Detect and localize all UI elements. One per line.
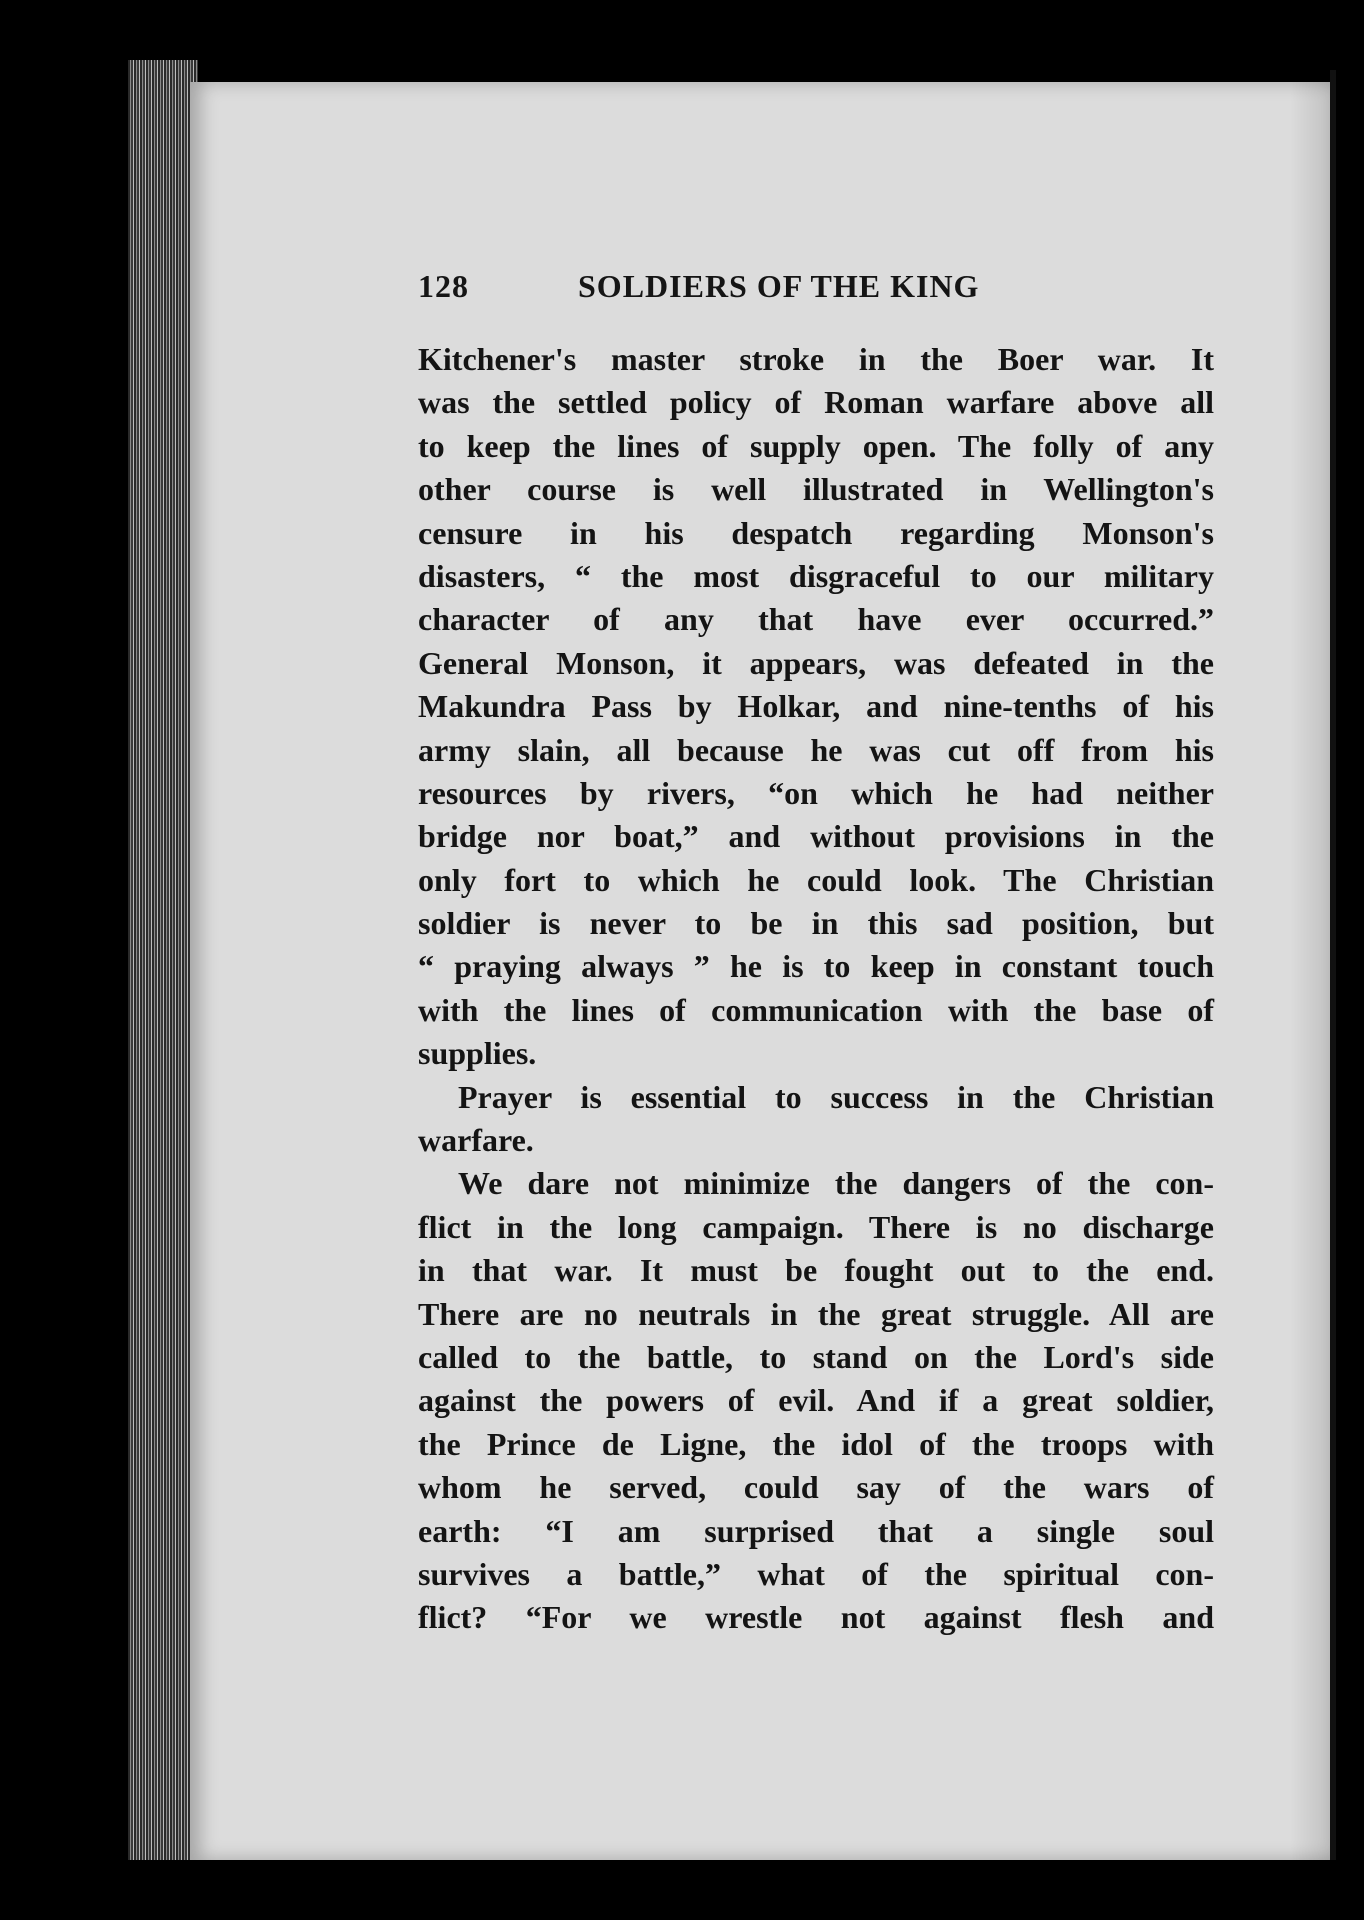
text-line: whom he served, could say of the wars of — [418, 1469, 1214, 1506]
text-line: warfare. — [418, 1122, 534, 1159]
text-line: flict in the long campaign. There is no discharge — [418, 1208, 1214, 1245]
page-shading — [1290, 82, 1330, 1860]
page-header — [418, 268, 1058, 312]
text-line: flict? “For we wrestle not against flesh and — [418, 1599, 1214, 1636]
text-line: There are no neutrals in the great struggle. All are — [418, 1295, 1214, 1332]
text-line: We dare not minimize the dangers of the con- — [458, 1165, 1214, 1202]
text-line: resources by rivers, “on which he had neither — [418, 774, 1214, 811]
text-line: earth: “I am surprised that a single soul — [418, 1512, 1214, 1549]
text-line: Makundra Pass by Holkar, and nine-tenths of his — [418, 688, 1214, 725]
text-line: censure in his despatch regarding Monson's — [418, 514, 1214, 551]
body-text — [418, 338, 1214, 1640]
page-number: 128 — [418, 268, 469, 304]
stacked-page-edges — [128, 60, 198, 1860]
text-line: Prayer is essential to success in the Christian — [458, 1078, 1214, 1115]
text-line: supplies. — [418, 1035, 537, 1072]
text-line: General Monson, it appears, was defeated in the — [418, 644, 1214, 681]
text-line: only fort to which he could look. The Christian — [418, 861, 1214, 898]
running-title: SOLDIERS OF THE KING — [578, 268, 980, 304]
text-line: other course is well illustrated in Wellington's — [418, 471, 1214, 508]
text-line: “ praying always ” he is to keep in constant touch — [418, 948, 1214, 985]
text-line: army slain, all because he was cut off from his — [418, 731, 1214, 768]
text-line: character of any that have ever occurred.” — [418, 601, 1214, 638]
text-line: disasters, “ the most disgraceful to our military — [418, 557, 1214, 594]
text-line: with the lines of communication with the base of — [418, 991, 1214, 1028]
text-line: to keep the lines of supply open. The folly of any — [418, 427, 1214, 464]
text-line: the Prince de Ligne, the idol of the troops with — [418, 1425, 1214, 1462]
text-line: in that war. It must be fought out to the end. — [418, 1252, 1214, 1289]
text-line: called to the battle, to stand on the Lord's side — [418, 1338, 1214, 1375]
text-line: Kitchener's master stroke in the Boer war. It — [418, 341, 1214, 377]
text-line: bridge nor boat,” and without provisions in the — [418, 818, 1214, 855]
page-border-right — [1330, 70, 1336, 1860]
text-line: soldier is never to be in this sad position, but — [418, 905, 1214, 942]
text-line: was the settled policy of Roman warfare above all — [418, 384, 1214, 421]
text-line: against the powers of evil. And if a great soldier, — [418, 1382, 1214, 1419]
text-line: survives a battle,” what of the spiritual con- — [418, 1555, 1214, 1592]
